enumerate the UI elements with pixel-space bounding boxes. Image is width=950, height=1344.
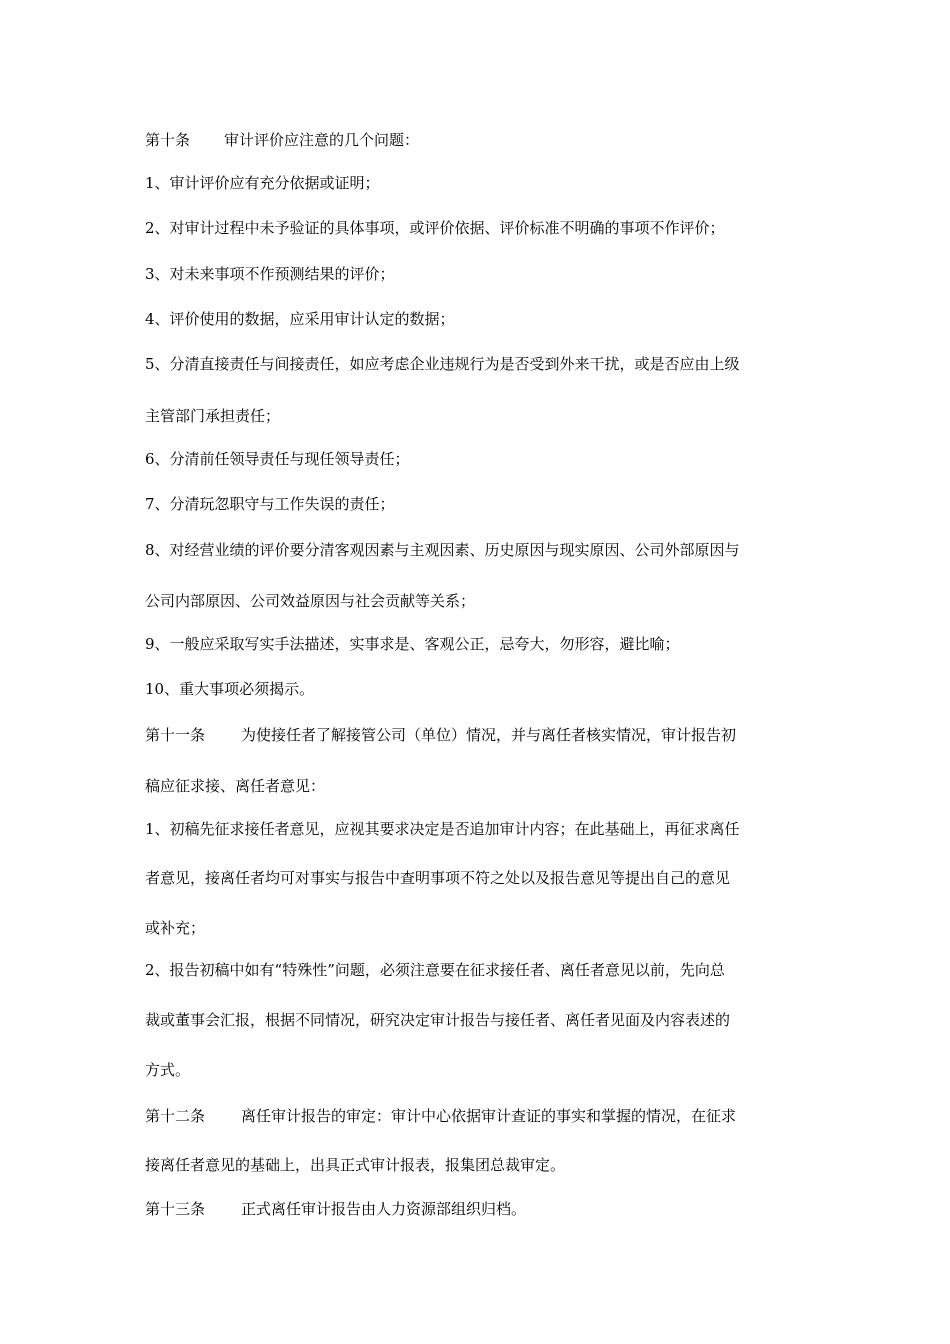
article-title: 审计评价应注意的几个问题： [224, 131, 420, 149]
article-text-continuation: 稿应征求接、离任者意见： [145, 777, 326, 795]
list-item-continuation: 者意见，接离任者均可对事实与报告中查明事项不符之处以及报告意见等提出自己的意见 [145, 869, 731, 887]
list-item: 9、一般应采取写实手法描述，实事求是、客观公正，忌夸大，勿形容，避比喻； [145, 635, 680, 653]
list-item: 2、报告初稿中如有“特殊性”问题，必须注意要在征求接任者、离任者意见以前，先向总 [145, 961, 725, 979]
list-item: 8、对经营业绩的评价要分清客观因素与主观因素、历史原因与现实原因、公司外部原因与 [145, 541, 740, 559]
list-item-continuation: 或补充； [145, 919, 206, 937]
list-item: 4、评价使用的数据，应采用审计认定的数据； [145, 310, 455, 328]
article-label: 第十三条 [145, 1200, 206, 1218]
article-text: 离任审计报告的审定：审计中心依据审计查证的事实和掌握的情况，在征求 [241, 1107, 737, 1125]
list-item-continuation: 裁或董事会汇报，根据不同情况，研究决定审计报告与接任者、离任者见面及内容表述的 [145, 1011, 731, 1029]
list-item: 10、重大事项必须揭示。 [145, 680, 315, 698]
list-item-continuation: 主管部门承担责任； [145, 407, 281, 425]
list-item: 1、初稿先征求接任者意见，应视其要求决定是否追加审计内容；在此基础上，再征求离任 [145, 820, 740, 838]
list-item-continuation: 公司内部原因、公司效益原因与社会贡献等关系； [145, 592, 476, 610]
list-item: 1、审计评价应有充分依据或证明； [145, 174, 380, 192]
list-item: 2、对审计过程中未予验证的具体事项，或评价依据、评价标准不明确的事项不作评价； [145, 219, 725, 237]
article-13-heading [145, 1198, 526, 1220]
article-11-heading [145, 724, 736, 746]
article-label: 第十条 [145, 131, 191, 149]
article-text: 为使接任者了解接管公司（单位）情况，并与离任者核实情况，审计报告初 [241, 726, 737, 744]
list-item-continuation: 方式。 [145, 1061, 191, 1079]
article-label: 第十一条 [145, 726, 206, 744]
list-item: 3、对未来事项不作预测结果的评价； [145, 265, 395, 283]
list-item: 7、分清玩忽职守与工作失误的责任； [145, 495, 395, 513]
article-label: 第十二条 [145, 1107, 206, 1125]
article-text-continuation: 接离任者意见的基础上，出具正式审计报表，报集团总裁审定。 [145, 1156, 566, 1174]
article-text: 正式离任审计报告由人力资源部组织归档。 [241, 1200, 527, 1218]
list-item: 6、分清前任领导责任与现任领导责任； [145, 450, 410, 468]
list-item: 5、分清直接责任与间接责任，如应考虑企业违规行为是否受到外来干扰，或是否应由上级 [145, 355, 740, 373]
article-10-heading [145, 129, 419, 151]
article-12-heading [145, 1105, 736, 1127]
